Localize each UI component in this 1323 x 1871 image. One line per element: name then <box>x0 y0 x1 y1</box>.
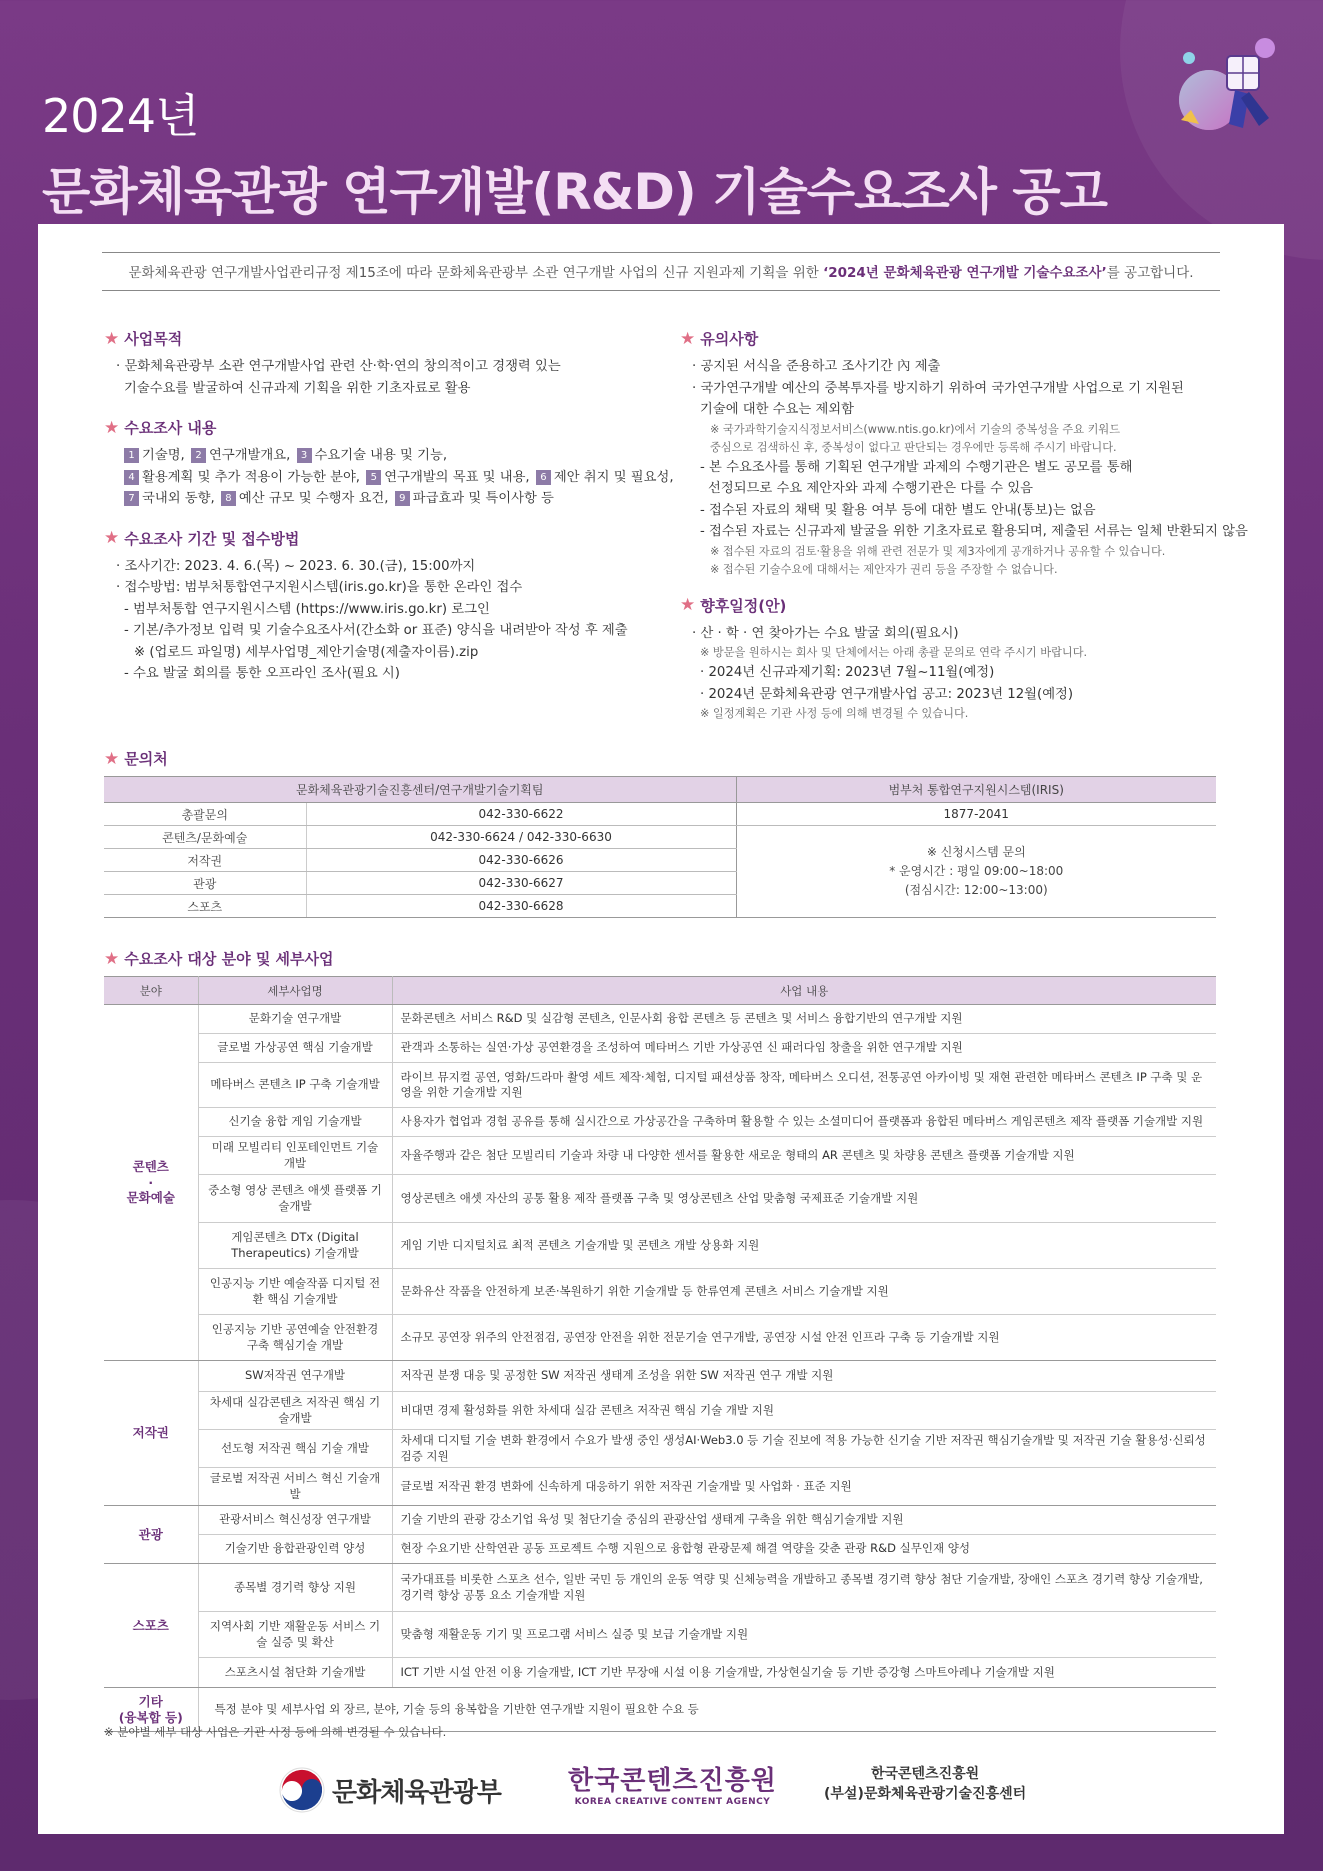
project-desc: 게임 기반 디지털치료 최적 콘텐츠 기술개발 및 콘텐츠 개발 상용화 지원 <box>392 1223 1216 1269</box>
mcst-logo <box>278 1766 501 1814</box>
etc-desc: 특정 분야 및 세부사업 외 장르, 분야, 기술 등의 융복합을 기반한 연구개발 지원이 필요한 수요 등 <box>198 1688 1216 1732</box>
section-contents-title: ★ 수요조사 내용 <box>104 417 217 438</box>
project-desc: 자율주행과 같은 첨단 모빌리티 기술과 차량 내 다양한 센서를 활용한 새로운 형태의 AR 콘텐츠 및 차량용 콘텐츠 플랫폼 기술개발 지원 <box>392 1137 1216 1175</box>
project-desc: 관객과 소통하는 실연·가상 공연환경을 조성하여 메타버스 기반 가상공연 신 패러다임 창출을 위한 연구개발 지원 <box>392 1034 1216 1063</box>
project-name: 지역사회 기반 재활운동 서비스 기술 실증 및 확산 <box>198 1612 392 1658</box>
project-name: 인공지능 기반 공연예술 안전환경 구축 핵심기술 개발 <box>198 1315 392 1361</box>
category-line: · <box>148 1174 154 1190</box>
page-title: 문화체육관광 연구개발(R&D) 기술수요조사 공고 <box>42 163 1107 221</box>
period-line: ※ (업로드 파일명) 세부사업명_제안기술명(제출자이름).zip <box>134 644 479 660</box>
number-badge: 2 <box>191 448 206 463</box>
left-column <box>104 328 674 685</box>
logo-bar <box>38 1754 1284 1824</box>
contact-table <box>104 776 1216 918</box>
notes-line: · 공지된 서식을 준용하고 조사기간 內 제출 <box>692 359 941 374</box>
project-desc: 글로벌 저작권 환경 변화에 신속하게 대응하기 위한 저작권 기술개발 및 사업화 · 표준 지원 <box>392 1468 1216 1506</box>
section-schedule-title: ★ 향후일정(안) <box>680 595 787 615</box>
notes-small: ※ 접수된 자료의 검토·활용을 위해 관련 전문가 및 제3자에게 공개하거나 공유할 수 있습니다. <box>710 544 1166 558</box>
project-desc: 기술 기반의 관광 강소기업 육성 및 첨단기술 중심의 관광산업 생태계 구축을 위한 핵심기술개발 지원 <box>392 1506 1216 1535</box>
number-badge: 4 <box>124 470 139 485</box>
intro-text: 문화체육관광 연구개발사업관리규정 제15조에 따라 문화체육관광부 소관 연구개발 사업의 신규 지원과제 기획을 위한 ‘2024년 문화체육관광 연구개발 기술수요조사’를 공고합니다. <box>102 252 1220 291</box>
project-name: 게임콘텐츠 DTx (Digital Therapeutics) 기술개발 <box>198 1223 392 1269</box>
notes-line: 기술에 대한 수요는 제외함 <box>700 402 854 417</box>
iris-info-line: ※ 신청시스템 문의 <box>926 845 1026 859</box>
project-desc: ICT 기반 시설 안전 이용 기술개발, ICT 기반 무장애 시설 이용 기술개발, 가상현실기술 등 기반 증강형 스마트아레나 기술개발 지원 <box>392 1658 1216 1688</box>
notes-small: ※ 접수된 기술수요에 대해서는 제안자가 권리 등을 주장할 수 없습니다. <box>710 562 1058 576</box>
schedule-line: · 2024년 문화체육관광 연구개발사업 공고: 2023년 12월(예정) <box>700 686 1074 702</box>
iris-info-line: (점심시간: 12:00~13:00) <box>904 883 1048 897</box>
category-tourism: 관광 <box>104 1506 198 1564</box>
notes-line: - 본 수요조사를 통해 기획된 연구개발 과제의 수행기관은 별도 공모를 통해 <box>700 459 1133 475</box>
contact-label: 관광 <box>104 872 306 895</box>
project-desc: 차세대 디지털 기술 변화 환경에서 수요가 발생 중인 생성AI·Web3.0 등 기술 진보에 적용 가능한 신기술 기반 저작권 핵심기술개발 및 저작권 기술 활용성·신뢰성 검증 지원 <box>392 1430 1216 1468</box>
kocca-logo-kr: 한국콘텐츠진흥원 <box>568 1766 777 1796</box>
project-name: 메타버스 콘텐츠 IP 구축 기술개발 <box>198 1063 392 1108</box>
project-name: 문화기술 연구개발 <box>198 1005 392 1034</box>
intro-emphasis: ‘2024년 문화체육관광 연구개발 기술수요조사’ <box>823 265 1107 281</box>
contact-label: 콘텐츠/문화예술 <box>104 826 306 849</box>
project-name: 차세대 실감콘텐츠 저작권 핵심 기술개발 <box>198 1392 392 1430</box>
project-desc: 국가대표를 비롯한 스포츠 선수, 일반 국민 등 개인의 운동 역량 및 신체능력을 개발하고 종목별 경기력 향상 첨단 기술개발, 장애인 스포츠 경기력 향상 기술개발, 경기력 향상 공통 요소 기술개발 지원 <box>392 1564 1216 1612</box>
project-desc: 비대면 경제 활성화를 위한 차세대 실감 콘텐츠 저작권 핵심 기술 개발 지원 <box>392 1392 1216 1430</box>
notes-small: 중심으로 검색하신 후, 중복성이 없다고 판단되는 경우에만 등록해 주시기 바랍니다. <box>710 440 1117 454</box>
contents-row: 4 활용계획 및 추가 적용이 가능한 분야, 5 연구개발의 목표 및 내용, 6 제안 취지 및 필요성, <box>104 467 664 489</box>
page-header <box>42 80 1242 221</box>
project-name: 선도형 저작권 핵심 기술 개발 <box>198 1430 392 1468</box>
iris-info-line: * 운영시간 : 평일 09:00~18:00 <box>889 864 1064 878</box>
section-fields-title: ★ 수요조사 대상 분야 및 세부사업 <box>104 948 334 969</box>
center-logo <box>824 1764 1026 1804</box>
contact-phone: 042-330-6626 <box>306 849 736 872</box>
period-line: - 수요 발굴 회의를 통한 오프라인 조사(필요 시) <box>124 666 400 681</box>
number-badge: 8 <box>221 491 236 506</box>
project-desc: 영상콘텐츠 애셋 자산의 공통 활용 제작 플랫폼 구축 및 영상콘텐츠 산업 맞춤형 국제표준 기술개발 지원 <box>392 1175 1216 1223</box>
project-name: 관광서비스 혁신성장 연구개발 <box>198 1506 392 1535</box>
star-icon: ★ <box>680 328 696 349</box>
schedule-small: ※ 방문을 원하시는 회사 및 단체에서는 아래 총괄 문의로 연락 주시기 바랍니다. <box>700 646 1088 659</box>
project-desc: 문화콘텐츠 서비스 R&D 및 실감형 콘텐츠, 인문사회 융합 콘텐츠 등 콘텐츠 및 서비스 융합기반의 연구개발 지원 <box>392 1005 1216 1034</box>
contact-phone: 042-330-6628 <box>306 895 736 918</box>
project-desc: 문화유산 작품을 안전하게 보존·복원하기 위한 기술개발 등 한류연계 콘텐츠 서비스 기술개발 지원 <box>392 1269 1216 1315</box>
section-notes-title: ★ 유의사항 <box>680 328 759 349</box>
kocca-logo <box>568 1760 777 1807</box>
contact-phone: 042-330-6624 / 042-330-6630 <box>306 826 736 849</box>
contact-phone: 042-330-6622 <box>306 803 736 826</box>
contents-row: 1 기술명, 2 연구개발개요, 3 수요기술 내용 및 기능, <box>104 445 664 467</box>
metaverse-illustration-icon <box>1169 28 1287 148</box>
project-name: 인공지능 기반 예술작품 디지털 전환 핵심 기술개발 <box>198 1269 392 1315</box>
purpose-line: · 문화체육관광부 소관 연구개발사업 관련 산·학·연의 창의적이고 경쟁력 있는 <box>116 359 561 374</box>
fields-header: 사업 내용 <box>392 977 1216 1005</box>
star-icon: ★ <box>104 417 120 438</box>
schedule-small: ※ 일정계획은 기관 사정 등에 의해 변경될 수 있습니다. <box>700 707 969 720</box>
taegeuk-icon <box>278 1766 326 1814</box>
category-line: 콘텐츠 <box>132 1159 169 1175</box>
category-line: 기타 <box>138 1694 163 1709</box>
kocca-logo-en: KOREA CREATIVE CONTENT AGENCY <box>574 1797 771 1807</box>
schedule-line: · 산 · 학 · 연 찾아가는 수요 발굴 회의(필요시) <box>692 625 959 641</box>
project-desc: 저작권 분쟁 대응 및 공정한 SW 저작권 생태계 조성을 위한 SW 저작권 연구 개발 지원 <box>392 1361 1216 1392</box>
project-name: 신기술 융합 게임 기술개발 <box>198 1108 392 1137</box>
project-desc: 현장 수요기반 산학연관 공동 프로젝트 수행 지원으로 융합형 관광문제 해결 역량을 갖춘 관광 R&D 실무인재 양성 <box>392 1535 1216 1564</box>
period-line: - 기본/추가정보 입력 및 기술수요조사서(간소화 or 표준) 양식을 내려받아 작성 후 제출 <box>124 623 628 638</box>
star-icon: ★ <box>680 595 696 615</box>
fields-header: 분야 <box>104 977 198 1005</box>
category-copyright: 저작권 <box>104 1361 198 1506</box>
project-name: 종목별 경기력 향상 지원 <box>198 1564 392 1612</box>
notice-card <box>38 224 1284 1834</box>
notes-line: · 국가연구개발 예산의 중복투자를 방지하기 위하여 국가연구개발 사업으로 기 지원된 <box>692 380 1184 396</box>
project-name: 미래 모빌리티 인포테인먼트 기술개발 <box>198 1137 392 1175</box>
notes-line: 선정되므로 수요 제안자와 과제 수행기관은 다를 수 있음 <box>708 481 1034 496</box>
number-badge: 1 <box>124 448 139 463</box>
center-logo-line: (부설)문화체육관광기술진흥센터 <box>824 1786 1027 1802</box>
contact-label: 저작권 <box>104 849 306 872</box>
star-icon: ★ <box>104 948 120 969</box>
header-year: 2024년 <box>42 89 199 143</box>
category-sports: 스포츠 <box>104 1564 198 1688</box>
project-desc: 맞춤형 재활운동 기기 및 프로그램 서비스 실증 및 보급 기술개발 지원 <box>392 1612 1216 1658</box>
project-name: 중소형 영상 콘텐츠 애셋 플랫폼 기술개발 <box>198 1175 392 1223</box>
section-period-title: ★ 수요조사 기간 및 접수방법 <box>104 528 300 548</box>
fields-table <box>104 976 1216 1732</box>
category-line: 문화예술 <box>126 1190 175 1206</box>
section-contact-title: ★ 문의처 <box>104 748 168 769</box>
category-content <box>104 1005 198 1361</box>
number-badge: 5 <box>366 470 381 485</box>
number-badge: 3 <box>297 448 312 463</box>
right-column <box>680 328 1260 723</box>
number-badge: 9 <box>395 491 410 506</box>
notes-line: - 접수된 자료는 신규과제 발굴을 위한 기초자료로 활용되며, 제출된 서류는 일체 반환되지 않음 <box>700 524 1248 539</box>
center-logo-line: 한국콘텐츠진흥원 <box>870 1766 980 1782</box>
footnote: ※ 분야별 세부 대상 사업은 기관 사정 등에 의해 변경될 수 있습니다. <box>104 1725 447 1739</box>
contact-phone: 042-330-6627 <box>306 872 736 895</box>
contact-header-right: 범부처 통합연구지원시스템(IRIS) <box>736 777 1216 803</box>
star-icon: ★ <box>104 528 120 548</box>
project-name: 스포츠시설 첨단화 기술개발 <box>198 1658 392 1688</box>
mcst-logo-text: 문화체육관광부 <box>332 1777 501 1808</box>
period-line: · 접수방법: 범부처통합연구지원시스템(iris.go.kr)을 통한 온라인 접수 <box>116 580 523 595</box>
contact-label: 스포츠 <box>104 895 306 918</box>
notes-small: ※ 국가과학기술지식정보서비스(www.ntis.go.kr)에서 기술의 중복성을 주요 키워드 <box>710 422 1121 436</box>
iris-phone: 1877-2041 <box>736 803 1216 826</box>
contents-row: 7 국내외 동향, 8 예산 규모 및 수행자 요건, 9 파급효과 및 특이사항 등 <box>104 488 664 510</box>
star-icon: ★ <box>104 328 120 349</box>
project-desc: 소규모 공연장 위주의 안전점검, 공연장 안전을 위한 전문기술 연구개발, 공연장 시설 안전 인프라 구축 등 기술개발 지원 <box>392 1315 1216 1361</box>
purpose-line: 기술수요를 발굴하여 신규과제 기획을 위한 기초자료로 활용 <box>124 380 471 396</box>
number-badge: 7 <box>124 491 139 506</box>
period-line: · 조사기간: 2023. 4. 6.(목) ~ 2023. 6. 30.(금), 15:00까지 <box>116 558 476 574</box>
project-name: SW저작권 연구개발 <box>198 1361 392 1392</box>
notes-line: - 접수된 자료의 채택 및 활용 여부 등에 대한 별도 안내(통보)는 없음 <box>700 502 1096 518</box>
number-badge: 6 <box>536 470 551 485</box>
project-desc: 라이브 뮤지컬 공연, 영화/드라마 촬영 세트 제작·체험, 디지털 패션상품 창작, 메타버스 오디션, 전통공연 아카이빙 및 재현 관련한 메타버스 콘텐츠 IP 구축 및 운영을 위한 기술개발 지원 <box>392 1063 1216 1108</box>
project-name: 기술기반 융합관광인력 양성 <box>198 1535 392 1564</box>
period-line: - 범부처통합 연구지원시스템 (https://www.iris.go.kr) 로그인 <box>124 601 490 617</box>
fields-header: 세부사업명 <box>198 977 392 1005</box>
star-icon: ★ <box>104 748 120 769</box>
iris-info <box>736 826 1216 918</box>
project-desc: 사용자가 협업과 경험 공유를 통해 실시간으로 가상공간을 구축하며 활용할 수 있는 소셜미디어 플랫폼과 융합된 메타버스 게임콘텐츠 제작 플랫폼 기술개발 지원 <box>392 1108 1216 1137</box>
contact-label: 총괄문의 <box>104 803 306 826</box>
project-name: 글로벌 저작권 서비스 혁신 기술개발 <box>198 1468 392 1506</box>
section-purpose-title: ★ 사업목적 <box>104 328 183 349</box>
contact-header-left: 문화체육관광기술진흥센터/연구개발기술기획팀 <box>104 777 736 803</box>
category-line: (융복합 등) <box>118 1709 183 1725</box>
project-name: 글로벌 가상공연 핵심 기술개발 <box>198 1034 392 1063</box>
schedule-line: · 2024년 신규과제기획: 2023년 7월~11월(예정) <box>700 665 995 680</box>
